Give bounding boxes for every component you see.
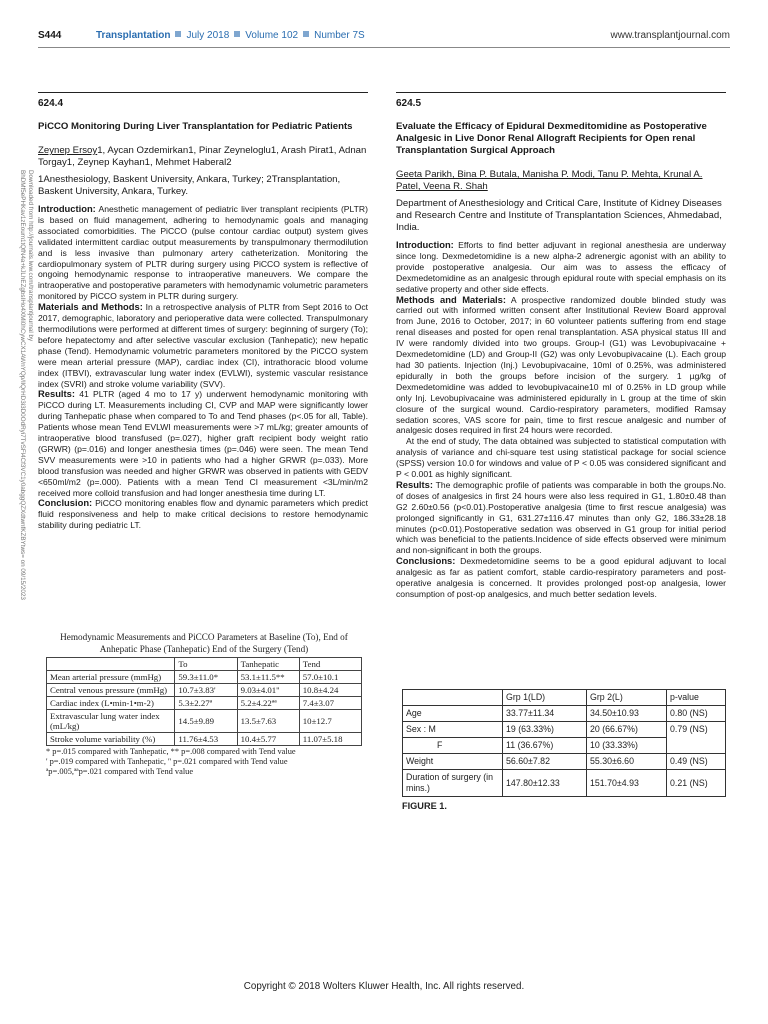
results — [38, 389, 368, 498]
presenting-author: Zeynep Ersoy — [38, 145, 98, 156]
table-cell: 0.79 (NS) — [667, 722, 726, 754]
table-header-row — [47, 658, 362, 671]
table-header-row — [403, 690, 726, 706]
table-footnote: ' p=.019 compared with Tanhepatic, '' p=.021 compared with Tend value — [46, 757, 288, 766]
co-authors: Geeta Parikh, Bina P. Butala, Manisha P. Modi, Tanu P. Mehta, Krunal A. Patel, Veena R. Shah — [396, 169, 703, 192]
abstract-title: Evaluate the Efficacy of Epidural Dexmeditomidine as Postoperative Analgesic in Live Donor Renal Allograft Recipients for Open renal Transplantation Surgical Approach — [396, 121, 707, 156]
conclusion — [38, 498, 368, 531]
table-row — [47, 671, 362, 684]
methods-statistics: At the end of study, The data obtained was subjected to statistical computation with analysis of variance and chi-square test using statistical package for social science (SPSS) version 10.0 for windows and value of P < 0.05 was considered significant and P < 0.001 as highly significant. — [396, 436, 726, 480]
methods-text: A prospective randomized double blinded study was carried out with informed written consent after Institutional Review Board approval from June, 2016 to October, 2017; in 60 volunteer patients suffering from end stage renal diseases and posted for open renal transplantation. ASA physical status III and IV were randomly divided into two groups. Group-I (G1) was Levobupivacaine + Dexmedetomidine (LD) and Group-II (G2) was only Levobupivacaine (L). Each group had 30 patients. Injection (Inj.) Levobupivacaine, 10ml of 0.25%, was administered epidurally in both the groups before incision of the surgery. 1 µg/kg of Dexmedetomidine was added to levobupivacaine10 ml of 0.25% in LD group while only Inj. Levobupivacaine was administered epidurally in L group at the time of skin closure of the surgical wound. Cardio-respiratory parameters, modified Ramsay sedation scores, VAS score for pain, time to first rescue analgesic and number of analgesic doses required in first 24 hours were recorded. — [396, 294, 727, 436]
table-cell: 13.5±7.63 — [237, 710, 299, 733]
methods-text: In a retrospective analysis of PLTR from Sept 2016 to Oct 2017, demographic, laboratory and perioperative data were collected. Transpulmonary thermodilutions were performed at different times of surgery: beginning of surgery (To); before hepatectomy and after selective vascular exclusion (Tanhepatic); new hepatic phase (Tend). Hemodynamic volumetric parameters monitored by the PiCCO system were mean arterial pressure (MAP), cardiac index (CI), intrathoracic blood volume index (ITBVI), extravascular lung water index (EVLWI), systemic vascular resistance index (SVRI) and stroke volume variability (SVV). — [38, 302, 369, 389]
download-notice-text: Downloaded from http://journals.lww.com/transplantjournal by BhDMf5ePHKav1zEoum1tQfN4a+kJLhEZgbsIHo4XMi0hCywCX1AWnYQp/IlQrHD3i3D0OdRyi7TvSFl4Cf3VC1y0abggQZXdtwnfKZBYtws= on 09/15/2023 — [18, 170, 34, 600]
results-label: Results: — [38, 388, 75, 400]
abstract-title: PiCCO Monitoring During Liver Transplantation for Pediatric Patients — [38, 121, 353, 132]
affiliation: 1Anesthesiology, Baskent University, Ankara, Turkey; 2Transplantation, Baskent University, Ankara, Turkey. — [38, 174, 341, 197]
issue-volume: Volume 102 — [245, 30, 299, 41]
journal-url: www.transplantjournal.com — [610, 30, 730, 41]
table-cell: Stroke volume variability (%) — [47, 733, 175, 746]
table-cell: 9.03±4.01'' — [237, 684, 299, 697]
table-cell: Duration of surgery (in mins.) — [403, 770, 503, 797]
table-row — [403, 722, 726, 738]
table-row — [47, 710, 362, 733]
table-cell: 19 (63.33%) — [503, 722, 587, 738]
table-header-cell: Tanhepatic — [237, 658, 299, 671]
author-list — [38, 145, 368, 169]
abstract-number: 624.5 — [396, 98, 422, 109]
page-number: S444 — [38, 30, 62, 41]
introduction-text: Efforts to find better adjuvant in regional anesthesia are underway since long. Dexmedetomidine is a new alpha-2 adrenergic agonist with an ability to provide postoperative analgesia. Our aim was to assess the efficacy of Dexmedetomidine as an analgesic through epidural route with special emphasis on its sedative property and other side effects. — [396, 240, 727, 294]
table-cell: 10.8±4.24 — [299, 684, 361, 697]
table-row — [403, 706, 726, 722]
table-row — [47, 697, 362, 710]
introduction-label: Introduction: — [396, 239, 454, 250]
table-cell: 20 (66.67%) — [587, 722, 667, 738]
table-cell: 5.3±2.27ª — [175, 697, 237, 710]
table-row — [403, 754, 726, 770]
table-cell: Central venous pressure (mmHg) — [47, 684, 175, 697]
abstract-624-4 — [38, 92, 368, 531]
table-cell: 11 (36.67%) — [503, 738, 587, 754]
table-footnote: * p=.015 compared with Tanhepatic, ** p=.008 compared with Tend value — [46, 747, 296, 756]
table-header-cell: Grp 2(L) — [587, 690, 667, 706]
table-cell: Sex : M — [403, 722, 503, 738]
introduction — [396, 240, 726, 295]
copyright-footer: Copyright © 2018 Wolters Kluwer Health, Inc. All rights reserved. — [243, 981, 525, 992]
conclusion-text: PiCCO monitoring enables flow and dynamic parameters which predict fluid responsiveness and help to make critical decisions to restore hemodynamic stability during pediatric LT. — [38, 498, 368, 531]
table-row — [47, 733, 362, 746]
table-cell: 11.76±4.53 — [175, 733, 237, 746]
table-header-cell: Tend — [299, 658, 361, 671]
table-caption: Hemodynamic Measurements and PiCCO Parameters at Baseline (To), End of Anhepatic Phase (Tanhepatic) End of the Surgery (Tend) — [60, 632, 348, 654]
results-text: 41 PLTR (aged 4 mo to 17 y) underwent hemodynamic monitoring with PiCCO during LT. Measurements including CI, CVP and MAP were significantly lower during Tanhepatic phase when compared to To and Tend phases (p<.05 for all, Table). Patients whose mean Tend EVLWI measurements were >7 mL/kg; greater amounts of intraoperative blood transfused (p=.027), higher graft recipient body weight ratio (GRWR) (p=.016) and longer anesthesia times (p=.046) were seen. The mean Tend SVV measurements were >10 in patients who had a higher GRWR (p=.033). More blood transfusion was needed and higher GRWR was observed in patients with GEDV <650ml/m2 (p=.000). Patients with a mean Tend CI measurement <3L/min/m2 received more colloid transfusion and had longer anesthesia time during LT. — [38, 389, 368, 498]
introduction — [38, 204, 368, 302]
methods-label: Methods and Materials: — [396, 293, 506, 305]
figure-caption: FIGURE 1. — [402, 801, 447, 811]
methods — [396, 295, 726, 437]
abstract-624-5 — [396, 92, 726, 600]
results-text: The demographic profile of patients was comparable in both the groups.No. of doses of analgesics in first 24 hours were also less required in G1, 1.80±0.48 than G2 2.60±0.56 (p<0.01).Postoperative analgesia (time to first rescue analgesia) was prolonged significantly in G1, 631.27±116.47 minutes than only G2, 186.33±28.18 minutes (p<0.01).Postoperative sedation was observed in G1 group for initial period which was beneficial to the patients.Incidence of side effects observed were minimum and non-significant in both the groups. — [396, 479, 726, 556]
table-cell: 55.30±6.60 — [587, 754, 667, 770]
table-cell: Mean arterial pressure (mmHg) — [47, 671, 175, 684]
table-header-cell: To — [175, 658, 237, 671]
conclusion-text: Dexmedetomidine seems to be a good epidural adjuvant to local analgesic as far as patient comfort, stable cardio-respiratory parameters and post-operative analgesia is concerned. It provides prolonged post-op analgesia, lower consumption of post-op analgesics, and much better sedation levels. — [396, 556, 726, 599]
table-cell: 0.80 (NS) — [667, 706, 726, 722]
journal-name: Transplantation — [96, 30, 171, 41]
table-cell: 14.5±9.89 — [175, 710, 237, 733]
table-cell: 59.3±11.0* — [175, 671, 237, 684]
separator-square — [234, 31, 240, 37]
methods — [38, 302, 368, 389]
table-cell: Cardiac index (L•min-1•m-2) — [47, 697, 175, 710]
separator-square — [175, 31, 181, 37]
table-cell: 7.4±3.07 — [299, 697, 361, 710]
table-cell: 0.49 (NS) — [667, 754, 726, 770]
table-cell: Weight — [403, 754, 503, 770]
table-header-cell — [403, 690, 503, 706]
table-cell: 57.0±10.1 — [299, 671, 361, 684]
separator-square — [303, 31, 309, 37]
table-row — [403, 770, 726, 797]
table-cell: 0.21 (NS) — [667, 770, 726, 797]
column-rule — [396, 92, 726, 93]
table-header-cell: Grp 1(LD) — [503, 690, 587, 706]
table-row — [47, 684, 362, 697]
table-cell: 10 (33.33%) — [587, 738, 667, 754]
table-header-cell: p-value — [667, 690, 726, 706]
methods-label: Materials and Methods: — [38, 301, 143, 313]
introduction-text: Anesthetic management of pediatric liver transplant recipients (PLTR) is based on fluid management, adhering to hemodynamic goals and managing associated comorbidities. The PiCCO (pulse contour cardiac output) system gives validated intermittent cardiac output measurements by transpulmonary thermodilution and is less invasive than pulmonary artery catheterization. Monitoring the cardiopulmonary system of PLTR during surgery using PiCCO system is reflective of ongoing hemodynamic response to intraoperative maneuvers. We compare the intraoperative and postoperative parameters with hemodynamic volumetric parameters monitored by PiCCO system in PLTR during surgery. — [38, 204, 368, 302]
table-cell: 56.60±7.82 — [503, 754, 587, 770]
issue-date: July 2018 — [186, 30, 230, 41]
affiliation: Department of Anesthesiology and Critical Care, Institute of Kidney Diseases and Research Centre and Institute of Transplantation Sciences, Ahmedabad, India. — [396, 198, 722, 233]
table-cell: 10.7±3.83' — [175, 684, 237, 697]
table-cell: 151.70±4.93 — [587, 770, 667, 797]
demographics-table — [402, 689, 726, 811]
table-cell: 10.4±5.77 — [237, 733, 299, 746]
journal-info — [96, 30, 365, 41]
hemodynamic-table-grid — [46, 657, 362, 746]
introduction-label: Introduction: — [38, 203, 96, 214]
column-rule — [38, 92, 368, 93]
issue-number: Number 7S — [314, 30, 365, 41]
conclusion-label: Conclusions: — [396, 555, 456, 567]
author-list — [396, 169, 726, 193]
download-notice — [10, 170, 34, 600]
table-cell: F — [403, 738, 503, 754]
running-header — [38, 30, 730, 44]
results — [396, 480, 726, 556]
table-cell: 10±12.7 — [299, 710, 361, 733]
conclusion — [396, 556, 726, 600]
table-cell: 34.50±10.93 — [587, 706, 667, 722]
table-header-cell — [47, 658, 175, 671]
table-cell: 11.07±5.18 — [299, 733, 361, 746]
co-authors: 1, Aycan Ozdemirkan1, Pinar Zeyneloglu1, Arash Pirat1, Adnan Torgay1, Zeynep Kayhan1, Mehmet Haberal2 — [38, 145, 367, 168]
table-cell: Age — [403, 706, 503, 722]
table-cell: 5.2±4.22ªª — [237, 697, 299, 710]
conclusion-label: Conclusion: — [38, 497, 93, 509]
abstract-number: 624.4 — [38, 98, 64, 109]
table-cell: Extravascular lung water index (mL/kg) — [47, 710, 175, 733]
header-rule — [38, 47, 730, 48]
table-cell: 147.80±12.33 — [503, 770, 587, 797]
results-label: Results: — [396, 478, 433, 490]
table-cell: 33.77±11.34 — [503, 706, 587, 722]
demographics-table-grid — [402, 689, 726, 797]
table-cell: 53.1±11.5** — [237, 671, 299, 684]
hemodynamic-table — [46, 632, 362, 777]
table-footnote: ªp=.005,ªªp=.021 compared with Tend value — [46, 767, 194, 776]
table-footnotes — [46, 747, 362, 777]
